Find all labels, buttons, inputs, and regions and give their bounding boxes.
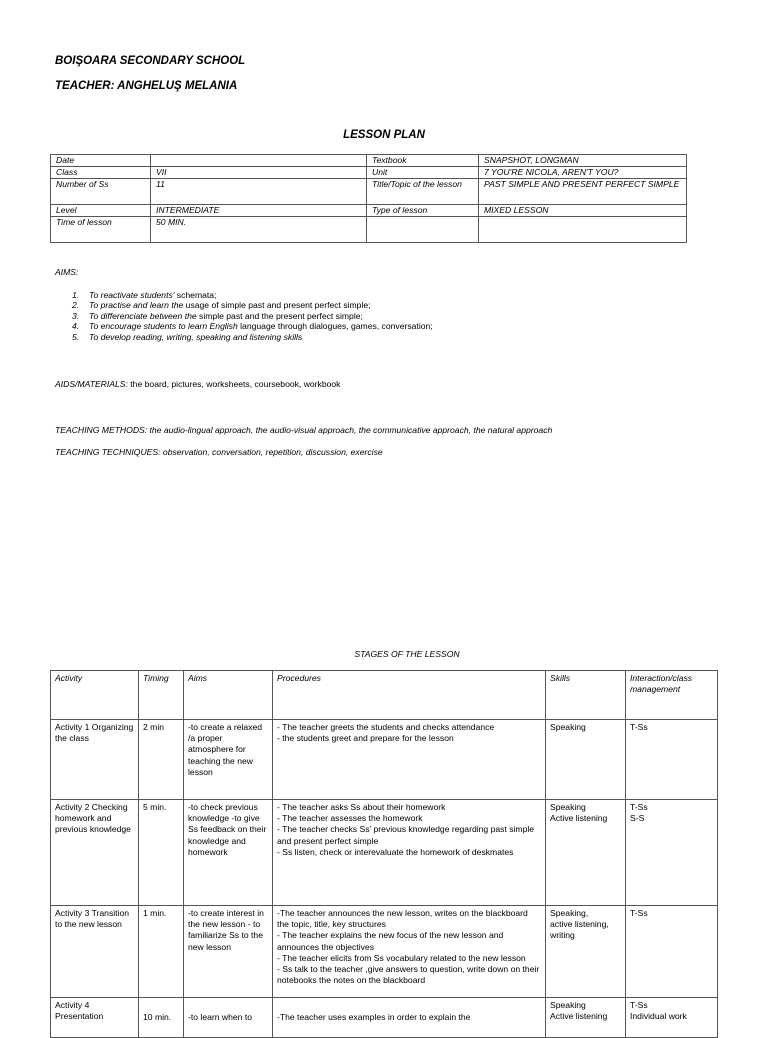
info-cell: PAST SIMPLE AND PRESENT PERFECT SIMPLE (479, 179, 687, 205)
table-row (51, 720, 718, 800)
info-cell: MIXED LESSON (479, 205, 687, 217)
aim-item: 4. To encourage students to learn English language through dialogues, games, conversation; (72, 321, 433, 332)
column-header: Activity (51, 671, 139, 720)
aim-item: 5. To develop reading, writing, speaking and listening skills (72, 331, 303, 342)
info-cell (367, 217, 479, 243)
interaction-cell: T-Ss (626, 906, 718, 998)
procedures-cell: - The teacher greets the students and checks attendance - the students greet and prepare for the lesson (273, 720, 546, 800)
timing-cell: 1 min. (139, 906, 184, 998)
table-row (51, 998, 718, 1038)
activity-cell: Activity 2 Checking homework and previous knowledge (51, 800, 139, 906)
timing-cell: 2 min (139, 720, 184, 800)
info-cell: Textbook (367, 155, 479, 167)
interaction-cell: T-Ss S-S (626, 800, 718, 906)
skills-cell: Speaking (546, 720, 626, 800)
info-cell: Type of lesson (367, 205, 479, 217)
table-row (51, 906, 718, 998)
aims-cell: -to check previous knowledge -to give Ss feedback on their knowledge and homework (184, 800, 273, 906)
timing-cell: 10 min. (139, 998, 184, 1038)
teaching-methods: TEACHING METHODS: the audio-lingual approach, the audio-visual approach, the communicative approach, the natural approach (55, 425, 553, 435)
info-row (51, 167, 687, 179)
info-row (51, 217, 687, 243)
info-cell: Class (51, 167, 151, 179)
info-cell: Number of Ss (51, 179, 151, 205)
activity-cell: Activity 3 Transition to the new lesson (51, 906, 139, 998)
aims-cell: -to create a relaxed /a proper atmosphere for teaching the new lesson (184, 720, 273, 800)
column-header: Interaction/class management (626, 671, 718, 720)
stages-header-row (51, 671, 718, 720)
aim-item: 2. To practise and learn the usage of simple past and present perfect simple; (72, 300, 371, 311)
teacher-name: TEACHER: ANGHELUŞ MELANIA (55, 80, 238, 92)
table-row (51, 800, 718, 906)
interaction-cell: T-Ss Individual work (626, 998, 718, 1038)
column-header: Aims (184, 671, 273, 720)
info-cell: Date (51, 155, 151, 167)
timing-cell: 5 min. (139, 800, 184, 906)
aim-item: 1. To reactivate students' schemata; (72, 290, 217, 300)
info-cell: 11 (151, 179, 367, 205)
aim-item: 3. To differenciate between the simple past and the present perfect simple; (72, 310, 363, 321)
lesson-info-table (50, 154, 687, 243)
column-header: Skills (546, 671, 626, 720)
skills-cell: Speaking, active listening, writing (546, 906, 626, 998)
teaching-techniques: TEACHING TECHNIQUES: observation, conversation, repetition, discussion, exercise (55, 447, 383, 457)
column-header: Timing (139, 671, 184, 720)
info-cell: INTERMEDIATE (151, 205, 367, 217)
info-cell: 50 MIN. (151, 217, 367, 243)
info-cell: SNAPSHOT, LONGMAN (479, 155, 687, 167)
procedures-cell: -The teacher announces the new lesson, writes on the blackboard the topic, title, key structures - The teacher explains the new focus of the new lesson and announces the objectives - The teacher elicits from Ss vocabulary related to the new lesson - Ss talk to the teacher ,give answers to question, write down on their notebooks the notes on the blackboard (273, 906, 546, 998)
info-row (51, 205, 687, 217)
info-row (51, 155, 687, 167)
info-cell: VII (151, 167, 367, 179)
lesson-plan-title: LESSON PLAN (343, 129, 425, 141)
activity-cell: Activity 4 Presentation (51, 998, 139, 1038)
interaction-cell: T-Ss (626, 720, 718, 800)
aids-materials (55, 379, 340, 389)
aims-cell: -to create interest in the new lesson - to familiarize Ss to the new lesson (184, 906, 273, 998)
procedures-cell: - The teacher asks Ss about their homework - The teacher assesses the homework - The teacher checks Ss' previous knowledge regarding past simple and present perfect simple - Ss listen, check or interevaluate the homework of deskmates (273, 800, 546, 906)
info-row (51, 179, 687, 205)
aims-list (72, 290, 433, 342)
column-header: Procedures (273, 671, 546, 720)
aims-cell: -to learn when to (184, 998, 273, 1038)
info-cell: Level (51, 205, 151, 217)
info-cell: Title/Topic of the lesson (367, 179, 479, 205)
skills-cell: Speaking Active listening (546, 998, 626, 1038)
info-cell: 7 YOU'RE NICOLA, AREN'T YOU? (479, 167, 687, 179)
info-cell: Time of lesson (51, 217, 151, 243)
info-cell (151, 155, 367, 167)
info-cell (479, 217, 687, 243)
aids-text: the board, pictures, worksheets, coursebook, workbook (130, 379, 341, 389)
procedures-cell: -The teacher uses examples in order to explain the (273, 998, 546, 1038)
activity-cell: Activity 1 Organizing the class (51, 720, 139, 800)
aims-label: AIMS: (55, 267, 79, 277)
stages-title: STAGES OF THE LESSON (354, 649, 460, 659)
aids-label: AIDS/MATERIALS: (55, 379, 131, 389)
info-cell: Unit (367, 167, 479, 179)
skills-cell: Speaking Active listening (546, 800, 626, 906)
stages-table (50, 670, 718, 1038)
school-name: BOIŞOARA SECONDARY SCHOOL (55, 55, 246, 67)
